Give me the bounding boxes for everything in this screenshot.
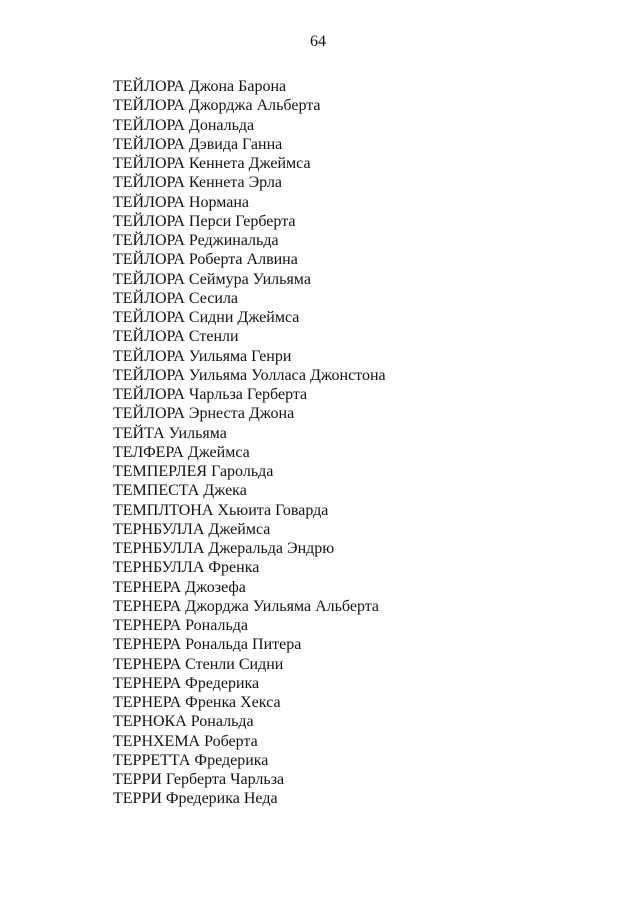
name-list — [113, 77, 613, 809]
list-item: ТЕРРИ Фредерика Неда — [113, 790, 278, 808]
list-item: ТЕРНХЕМА Роберта — [113, 732, 258, 750]
list-item: ТЕЙТА Уильяма — [113, 424, 227, 442]
list-item: ТЕЙЛОРА Джорджа Альберта — [113, 97, 321, 115]
list-item: ТЕМПЛТОНА Хьюита Говарда — [113, 501, 329, 519]
list-item: ТЕЛФЕРА Джеймса — [113, 443, 250, 461]
list-item: ТЕЙЛОРА Эрнеста Джона — [113, 405, 295, 423]
list-item: ТЕРНОКА Рональда — [113, 713, 254, 731]
list-item: ТЕЙЛОРА Дональда — [113, 116, 255, 134]
list-item: ТЕЙЛОРА Уильяма Уолласа Джонстона — [113, 366, 386, 384]
list-item: ТЕРНЕРА Рональда Питера — [113, 636, 302, 654]
list-item: ТЕЙЛОРА Уильяма Генри — [113, 347, 292, 365]
list-item: ТЕМПЕРЛЕЯ Гарольда — [113, 463, 274, 480]
list-item: ТЕРНБУЛЛА Джеральда Эндрю — [113, 540, 335, 557]
list-item: ТЕРНБУЛЛА Френка — [113, 559, 260, 577]
list-item: ТЕРНЕРА Фредерика — [113, 674, 260, 692]
list-item: ТЕЙЛОРА Джона Барона — [113, 78, 287, 95]
list-item: ТЕЙЛОРА Реджинальда — [113, 232, 279, 249]
list-item: ТЕЙЛОРА Стенли — [113, 328, 239, 346]
list-item: ТЕЙЛОРА Сеймура Уильяма — [113, 270, 311, 288]
list-item: ТЕРНЕРА Френка Хекса — [113, 694, 281, 711]
list-item: ТЕЙЛОРА Дэвида Ганна — [113, 135, 283, 153]
list-item: ТЕЙЛОРА Кеннета Эрла — [113, 174, 283, 192]
list-item: ТЕРНБУЛЛА Джеймса — [113, 520, 271, 538]
list-item: ТЕЙЛОРА Сидни Джеймса — [113, 309, 300, 326]
list-item: ТЕЙЛОРА Перси Герберта — [113, 212, 296, 230]
list-item: ТЕЙЛОРА Сесила — [113, 289, 239, 307]
page-number: 64 — [310, 33, 326, 50]
list-item: ТЕРРИ Герберта Чарльза — [113, 771, 285, 788]
list-item: ТЕЙЛОРА Роберта Алвина — [113, 251, 298, 269]
list-item: ТЕЙЛОРА Нормана — [113, 193, 250, 211]
list-item: ТЕРНЕРА Джорджа Уильяма Альберта — [113, 597, 380, 615]
list-item: ТЕРНЕРА Джозефа — [113, 578, 246, 596]
list-item: ТЕЙЛОРА Чарльза Герберта — [113, 386, 308, 403]
list-item: ТЕМПЕСТА Джека — [113, 482, 247, 500]
list-item: ТЕРНЕРА Рональда — [113, 617, 249, 634]
list-item: ТЕРНЕРА Стенли Сидни — [113, 655, 284, 673]
list-item: ТЕЙЛОРА Кеннета Джеймса — [113, 155, 311, 172]
list-item: ТЕРРЕТТА Фредерика — [113, 751, 269, 769]
